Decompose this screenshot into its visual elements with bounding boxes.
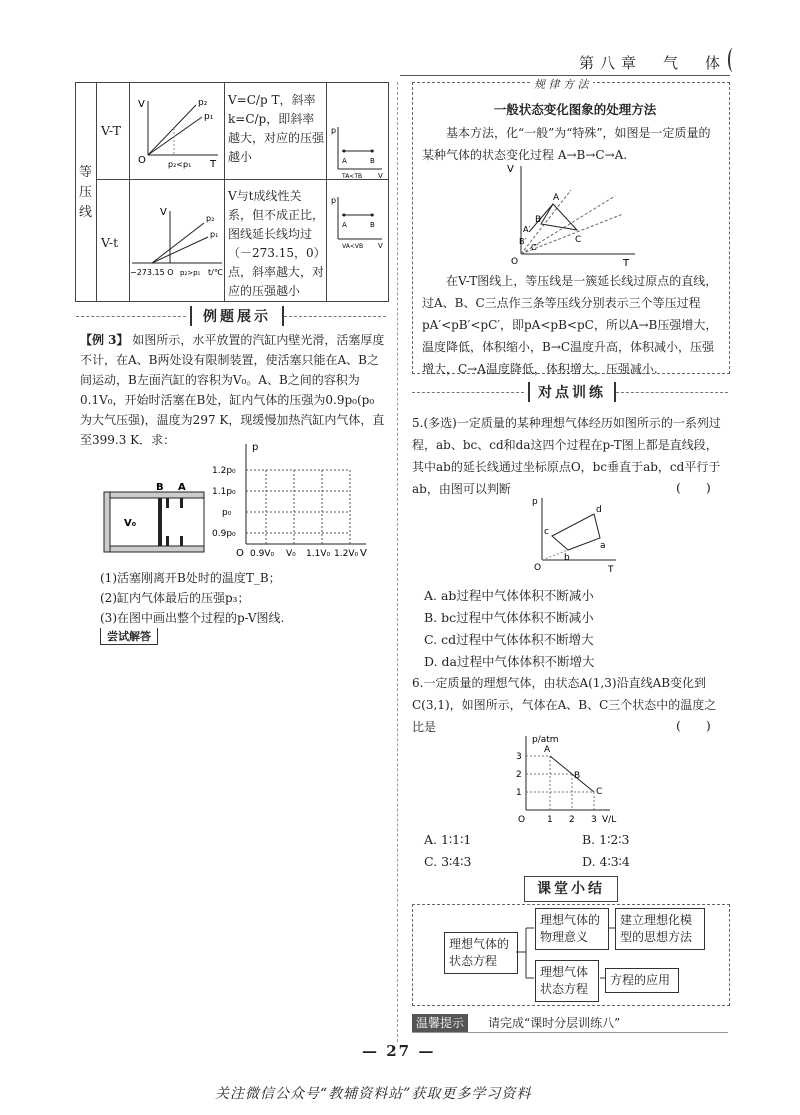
grid-axis-v: V: [360, 548, 367, 559]
q5-option-b: B. bc过程中气体体积不断减小: [424, 610, 594, 625]
isobaric-table: [75, 82, 389, 302]
q6-stem: 6.一定质量的理想气体，由状态A(1,3)沿直线AB变化到C(3,1)，如图所示，气体在A、B、C三个状态中的温度之比是: [412, 676, 717, 734]
mini-cond: TA<TB: [342, 173, 363, 179]
axis-label-v: V: [160, 207, 167, 218]
summary-root: 理想气体的状态方程: [444, 932, 518, 974]
mini-a: A: [342, 157, 347, 165]
q5-a: a: [600, 541, 606, 551]
method-c: C: [575, 235, 582, 245]
q5-axis-p: p: [532, 497, 538, 507]
q5-d: d: [596, 505, 602, 515]
example-body: [80, 330, 385, 450]
row-name-vt: V-T: [101, 123, 121, 138]
example-section-title: 例题展示: [190, 306, 284, 326]
chapter-header: 第八章 气 体: [578, 54, 726, 72]
grid-axis-p: p: [252, 442, 259, 453]
label-p2: p₂: [206, 214, 215, 223]
grid-x-tick: 0.9V₀: [250, 549, 275, 559]
summary-section-title: 课堂小结: [524, 876, 618, 902]
method-axis-v: V: [507, 164, 514, 175]
example-text: 如图所示，水平放置的汽缸内壁光滑，活塞厚度不计，在A、B两处设有限制装置，使活塞只能在A、B之间运动，B左面汽缸的容积为V₀。A、B之间的容积为0.1V₀，开始时活塞在B处，缸内气体的压强为0.9p₀(p₀为大气压强)，温度为297 K，现缓慢加热汽缸内气体，直至399.3 K．求：: [80, 333, 385, 447]
q5-b: b: [564, 553, 570, 563]
axis-label-t: t/℃: [208, 268, 223, 277]
mini-cond: VA<VB: [342, 243, 364, 249]
tip-text: 请完成“课时分层训练八”: [488, 1016, 621, 1030]
q6-option-a: A. 1∶1∶1: [424, 832, 472, 847]
method-axis-t: T: [623, 258, 630, 269]
label-cond: p₂<p₁: [168, 160, 192, 169]
label-cond: p₂>p₁: [180, 269, 201, 277]
q6-x-tick: 2: [569, 815, 575, 825]
q5-graph: [530, 494, 620, 574]
grid-y-tick: 0.9p₀: [212, 529, 236, 539]
axis-label-v: V: [138, 99, 145, 110]
grid-x-tick: V₀: [286, 549, 296, 559]
mini-axis-v: V: [378, 242, 383, 249]
summary-branch-1: 理想气体的物理意义: [535, 908, 609, 950]
method-graph: [505, 160, 640, 270]
example-label: 【例 3】: [80, 333, 129, 347]
summary-connectors: [516, 920, 616, 1000]
mini-b: B: [370, 221, 375, 229]
q6-origin: O: [518, 815, 526, 825]
q6-option-b: B. 1∶2∶3: [582, 832, 630, 847]
q5-option-d: D. da过程中气体体积不断增大: [424, 654, 595, 669]
page-number: 27: [386, 1042, 412, 1060]
grid-y-tick: 1.2p₀: [212, 466, 236, 476]
cylinder-v0: V₀: [124, 518, 137, 529]
q6-y-tick: 3: [516, 752, 522, 762]
method-c1: C′: [531, 243, 539, 252]
axis-label-t: T: [210, 159, 217, 170]
practice-section-title: 对点训练: [528, 382, 616, 402]
q5-paren: ( ): [676, 480, 711, 495]
label-p1: p₁: [210, 230, 219, 239]
column-divider: [397, 82, 398, 1042]
mini-b: B: [370, 157, 375, 165]
q6-paren: ( ): [676, 718, 711, 733]
label-p1: p₁: [204, 112, 214, 122]
grid-x-tick: 1.2V₀: [334, 549, 359, 559]
summary-branch-2-leaf: 方程的应用: [605, 968, 679, 993]
method-b: B: [535, 215, 542, 225]
vt-description: V=C/p T，斜率k=C/p，即斜率越大，对应的压强越小: [228, 93, 325, 164]
label-p2: p₂: [198, 98, 208, 108]
q5-c: c: [544, 527, 549, 537]
vt-isobar-graph: [132, 93, 222, 173]
q6-x-tick: 3: [591, 815, 597, 825]
tip-label: 温馨提示: [412, 1014, 468, 1032]
question-2: (2)缸内气体最后的压强p₃；: [100, 591, 250, 605]
method-a1: A′: [523, 225, 531, 234]
q5-stem: 5.(多选)一定质量的某种理想气体经历如图所示的一系列过程，ab、bc、cd和da这四个过程在p-T图上都是直线段，其中ab的延长线通过坐标原点O，bc垂直于ab，cd平行于ab，由图可以判断: [412, 416, 721, 496]
vt-mini-graph: [330, 123, 386, 179]
grid-y-tick: 1.1p₀: [212, 487, 236, 497]
method-intro: 基本方法，化“一般”为“特殊”，如图是一定质量的某种气体的状态变化过程 A→B→C→A.: [422, 126, 711, 162]
method-a: A: [553, 193, 560, 203]
vt-celsius-description: V与t成线性关系，但不成正比，图线延长线均过（－273.15，0）点，斜率越大，对应的压强越小: [228, 189, 325, 298]
origin-label: O: [138, 155, 146, 166]
q6-axis-v: V/L: [602, 815, 617, 825]
question-1: (1)活塞刚离开B处时的温度T_B；: [100, 571, 281, 585]
cylinder-a: A: [178, 482, 186, 493]
grid-origin: O: [236, 548, 244, 559]
summary-branch-1-leaf: 建立理想化模型的思想方法: [615, 908, 705, 950]
q6-y-tick: 1: [516, 788, 522, 798]
method-b1: B′: [519, 237, 527, 246]
q6-option-d: D. 4∶3∶4: [582, 854, 630, 869]
cylinder-diagram: [100, 480, 208, 560]
q5-origin: O: [534, 563, 542, 573]
header-ornament: [728, 48, 738, 72]
row-header: 等压线: [79, 165, 93, 220]
q6-graph: [500, 730, 620, 826]
q6-a: A: [544, 745, 551, 755]
page-number-wrap: — 27 —: [362, 1042, 436, 1060]
method-explanation: 在V-T图线上，等压线是一簇延长线过原点的直线，过A、B、C三点作三条等压线分别表示三个等压过程 pA′<pB′<pC′，即pA<pB<pC，所以A→B压强增大，温度降低，体积缩小，B→C温度升高，体积减小，压强增大，C→A温度降低，体积增大，压强减小.: [422, 274, 718, 376]
mini-a: A: [342, 221, 347, 229]
q6-y-tick: 2: [516, 770, 522, 780]
method-origin: O: [511, 257, 519, 267]
q6-axis-p: p/atm: [532, 735, 559, 745]
cylinder-b: B: [156, 482, 164, 493]
origin-label: −273.15 O: [130, 268, 174, 277]
grid-y-tick: p₀: [222, 508, 232, 518]
method-title: 一般状态变化图象的处理方法: [493, 102, 657, 117]
mini-axis-v: V: [378, 172, 383, 179]
q5-option-a: A. ab过程中气体体积不断减小: [424, 588, 594, 603]
pv-grid-graph: [210, 440, 370, 568]
vt-celsius-graph: [130, 201, 224, 281]
q6-b: B: [574, 771, 581, 781]
try-answer-label: 尝试解答: [100, 628, 158, 645]
footer-note: 关注微信公众号“教辅资料站”获取更多学习资料: [215, 1086, 532, 1102]
mini-axis-p: p: [331, 196, 337, 205]
q5-axis-t: T: [608, 565, 614, 574]
q6-x-tick: 1: [547, 815, 553, 825]
method-tag: 规 律 方 法: [530, 76, 593, 92]
question-3: (3)在图中画出整个过程的p-V图线.: [100, 611, 285, 625]
grid-x-tick: 1.1V₀: [306, 549, 331, 559]
row-name-vt2: V-t: [101, 235, 119, 250]
q6-option-c: C. 3∶4∶3: [424, 854, 472, 869]
mini-axis-p: p: [331, 126, 337, 135]
q6-c: C: [596, 787, 603, 797]
q5-option-c: C. cd过程中气体体积不断增大: [424, 632, 594, 647]
vt-celsius-mini-graph: [330, 193, 386, 249]
summary-branch-2: 理想气体状态方程: [535, 960, 599, 1002]
